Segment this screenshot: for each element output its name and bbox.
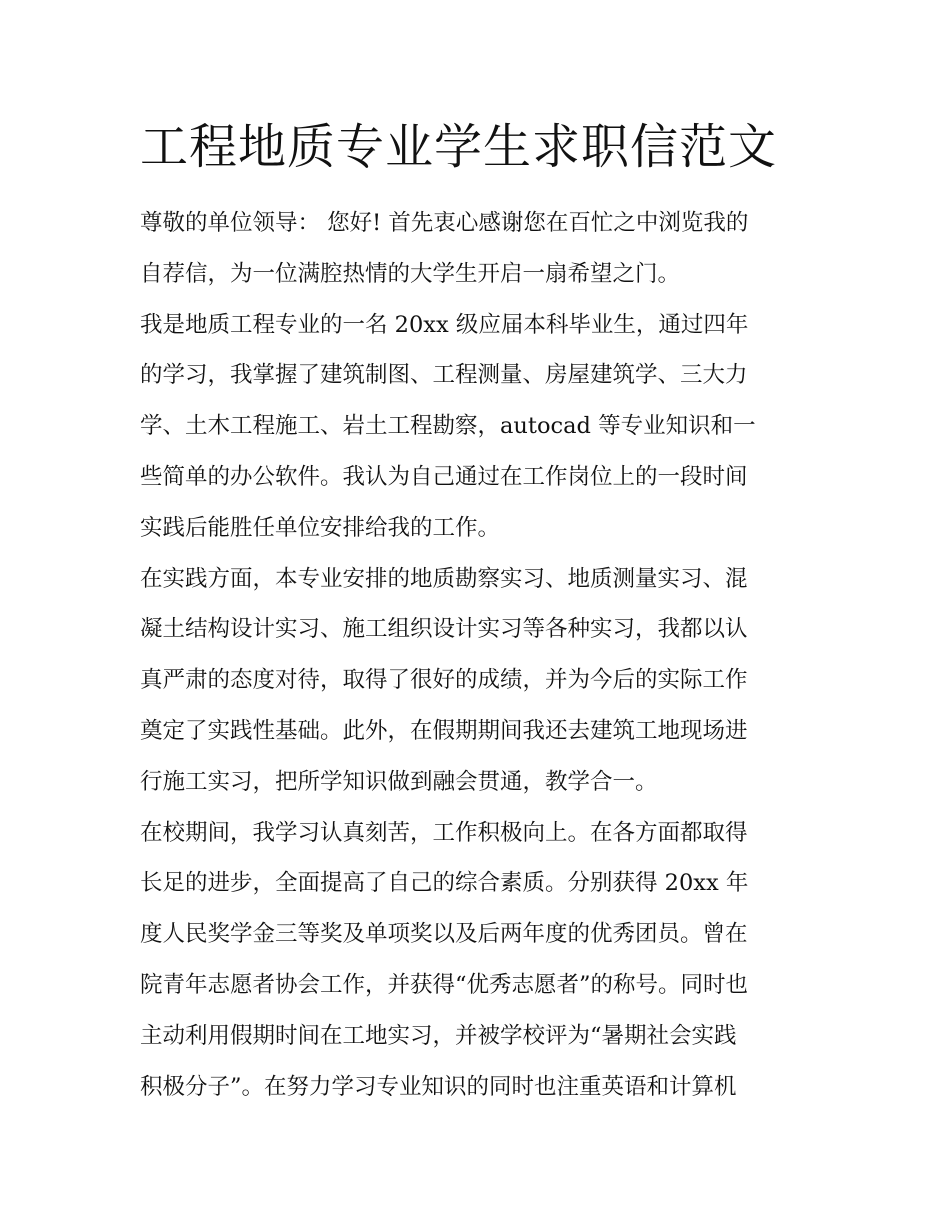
body-line: 的学习，我掌握了建筑制图、工程测量、房屋建筑学、三大力 bbox=[140, 362, 748, 389]
body-line: 些简单的办公软件。我认为自己通过在工作岗位上的一段时间 bbox=[140, 463, 748, 490]
body-line: 积极分子”。在努力学习专业知识的同时也注重英语和计算机 bbox=[140, 1073, 737, 1100]
body-line: 实践后能胜任单位安排给我的工作。 bbox=[140, 514, 501, 541]
body-line: 在校期间，我学习认真刻苦，工作积极向上。在各方面都取得 bbox=[140, 819, 748, 846]
body-line: 我是地质工程专业的一名 20xx 级应届本科毕业生，通过四年 bbox=[140, 311, 749, 338]
document-title: 工程地质专业学生求职信范文 bbox=[140, 119, 778, 175]
document-body bbox=[140, 198, 820, 1112]
body-line: 自荐信，为一位满腔热情的大学生开启一扇希望之门。 bbox=[140, 260, 681, 287]
body-line: 度人民奖学金三等奖及单项奖以及后两年度的优秀团员。曾在 bbox=[140, 921, 748, 948]
body-line: 主动利用假期时间在工地实习，并被学校评为“暑期社会实践 bbox=[140, 1022, 737, 1049]
body-line: 奠定了实践性基础。此外，在假期期间我还去建筑工地现场进 bbox=[140, 717, 748, 744]
body-line: 学、土木工程施工、岩土工程勘察，autocad 等专业知识和一 bbox=[140, 413, 756, 440]
body-line: 尊敬的单位领导： 您好! 首先衷心感谢您在百忙之中浏览我的 bbox=[140, 210, 749, 236]
body-line: 凝土结构设计实习、施工组织设计实习等各种实习，我都以认 bbox=[140, 616, 748, 643]
body-line: 在实践方面，本专业安排的地质勘察实习、地质测量实习、混 bbox=[140, 565, 748, 592]
body-line: 长足的进步，全面提高了自己的综合素质。分别获得 20xx 年 bbox=[140, 870, 749, 897]
body-line: 行施工实习，把所学知识做到融会贯通，教学合一。 bbox=[140, 768, 658, 795]
body-line: 院青年志愿者协会工作，并获得“优秀志愿者”的称号。同时也 bbox=[140, 971, 749, 998]
body-line: 真严肃的态度对待，取得了很好的成绩，并为今后的实际工作 bbox=[140, 667, 748, 694]
